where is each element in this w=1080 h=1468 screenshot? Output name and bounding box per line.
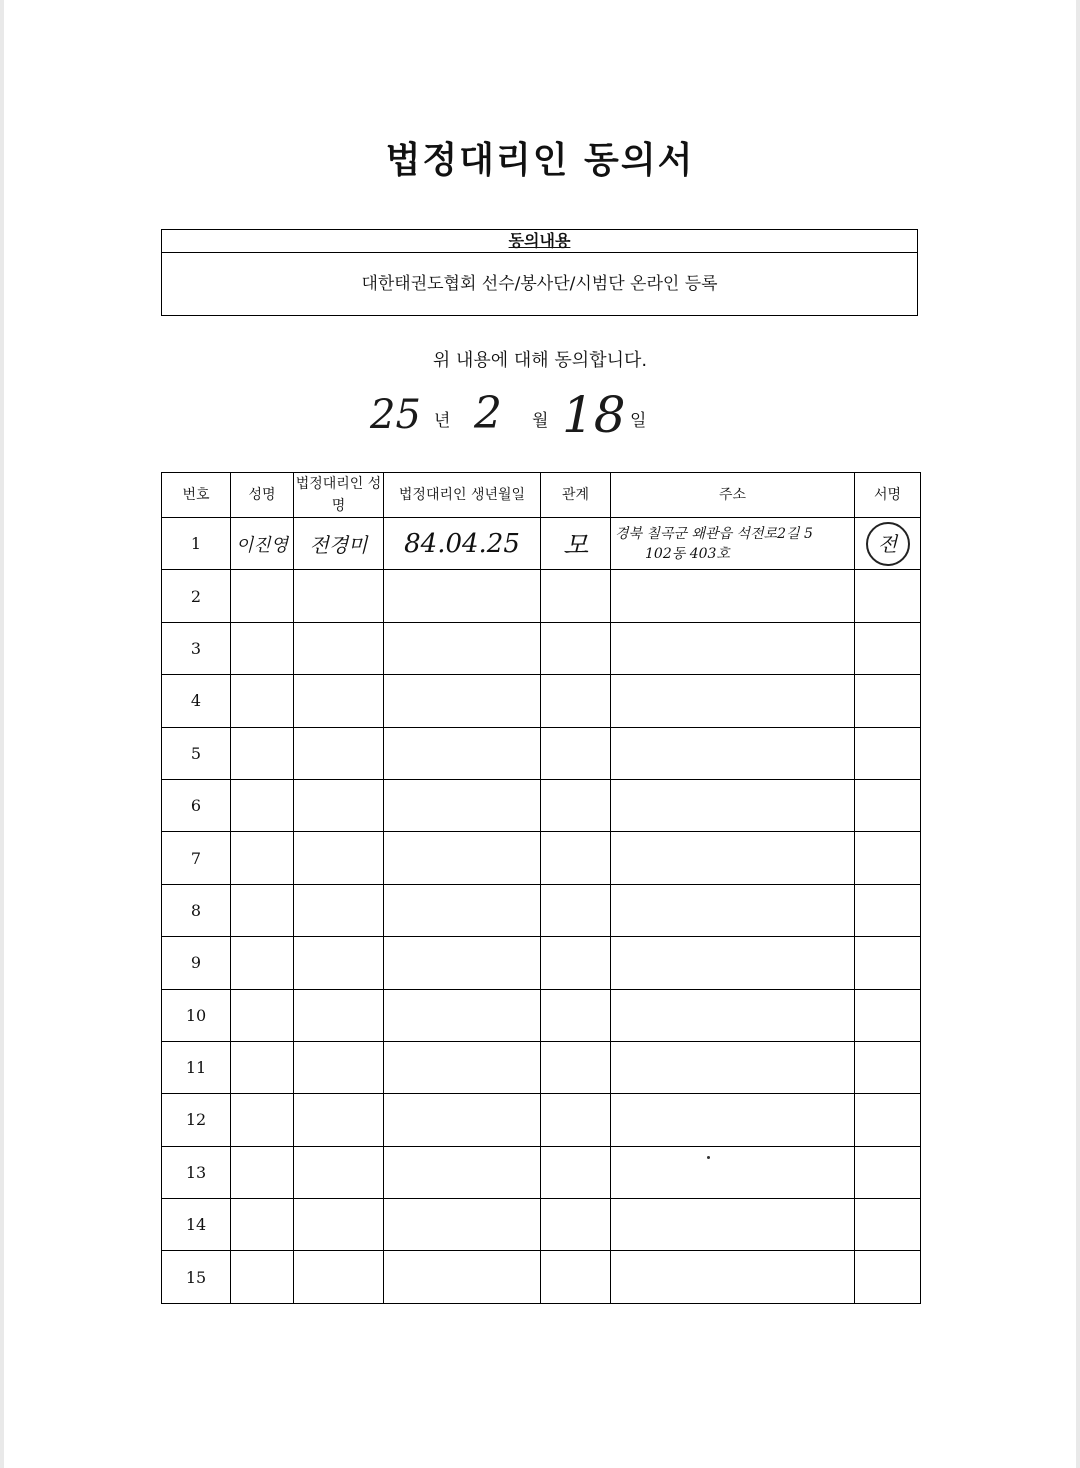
table-row [162,937,921,989]
date-day-unit: 일 [630,411,647,431]
date-day-handwritten: 18 [562,386,626,444]
table-row [162,1146,921,1198]
row-number: 13 [162,1146,231,1198]
table-header-row [162,473,921,518]
signature-mark: 전 [866,522,910,566]
guardian-name: 전경미 [294,518,384,570]
guardian-roster-table [161,472,921,1304]
date-year-unit: 년 [434,411,451,431]
header-guardian-name: 법정대리인 성명 [294,473,384,518]
row-number: 5 [162,727,231,779]
date-month-unit: 월 [532,411,549,431]
header-name: 성명 [231,473,294,518]
row-number: 8 [162,884,231,936]
row-number: 11 [162,1041,231,1093]
consent-header: 동의내용 [162,230,917,253]
page-title: 법정대리인 동의서 [385,140,695,181]
header-signature: 서명 [855,473,921,518]
guardian-birthdate: 84.04.25 [384,518,541,570]
participant-name: 이진영 [231,518,294,570]
row-number: 7 [162,832,231,884]
table-row [162,1199,921,1251]
date-month-handwritten: 2 [474,388,502,439]
header-address: 주소 [611,473,855,518]
row-number: 14 [162,1199,231,1251]
table-row [162,832,921,884]
table-row [162,1251,921,1303]
row-number: 6 [162,779,231,831]
row-number: 1 [162,518,231,570]
header-guardian-birthdate: 법정대리인 생년월일 [384,473,541,518]
stray-dot-mark [707,1156,710,1159]
table-row [162,779,921,831]
table-row [162,884,921,936]
table-row [162,989,921,1041]
agreement-statement: 위 내용에 대해 동의합니다. [432,350,648,371]
table-row [162,1094,921,1146]
date-year-handwritten: 25 [370,392,421,438]
table-row [162,570,921,622]
address [611,518,855,570]
row-number: 9 [162,937,231,989]
consent-body: 대한태권도협회 선수/봉사단/시범단 온라인 등록 [361,274,718,294]
row-number: 4 [162,675,231,727]
table-body [162,518,921,1304]
relation: 모 [541,518,611,570]
header-relation: 관계 [541,473,611,518]
table-row [162,518,921,570]
row-number: 2 [162,570,231,622]
consent-content-box [161,229,918,316]
date-line [0,388,1080,458]
table-row [162,1041,921,1093]
table-row [162,675,921,727]
address-line-1: 경북 칠곡군 왜관읍 석전로2길 5 [615,525,813,542]
table-row [162,622,921,674]
table-row [162,727,921,779]
address-line-2: 102동 403호 [645,545,730,562]
row-number: 10 [162,989,231,1041]
row-number: 12 [162,1094,231,1146]
signature-cell [855,518,921,570]
row-number: 3 [162,622,231,674]
row-number: 15 [162,1251,231,1303]
header-number: 번호 [162,473,231,518]
